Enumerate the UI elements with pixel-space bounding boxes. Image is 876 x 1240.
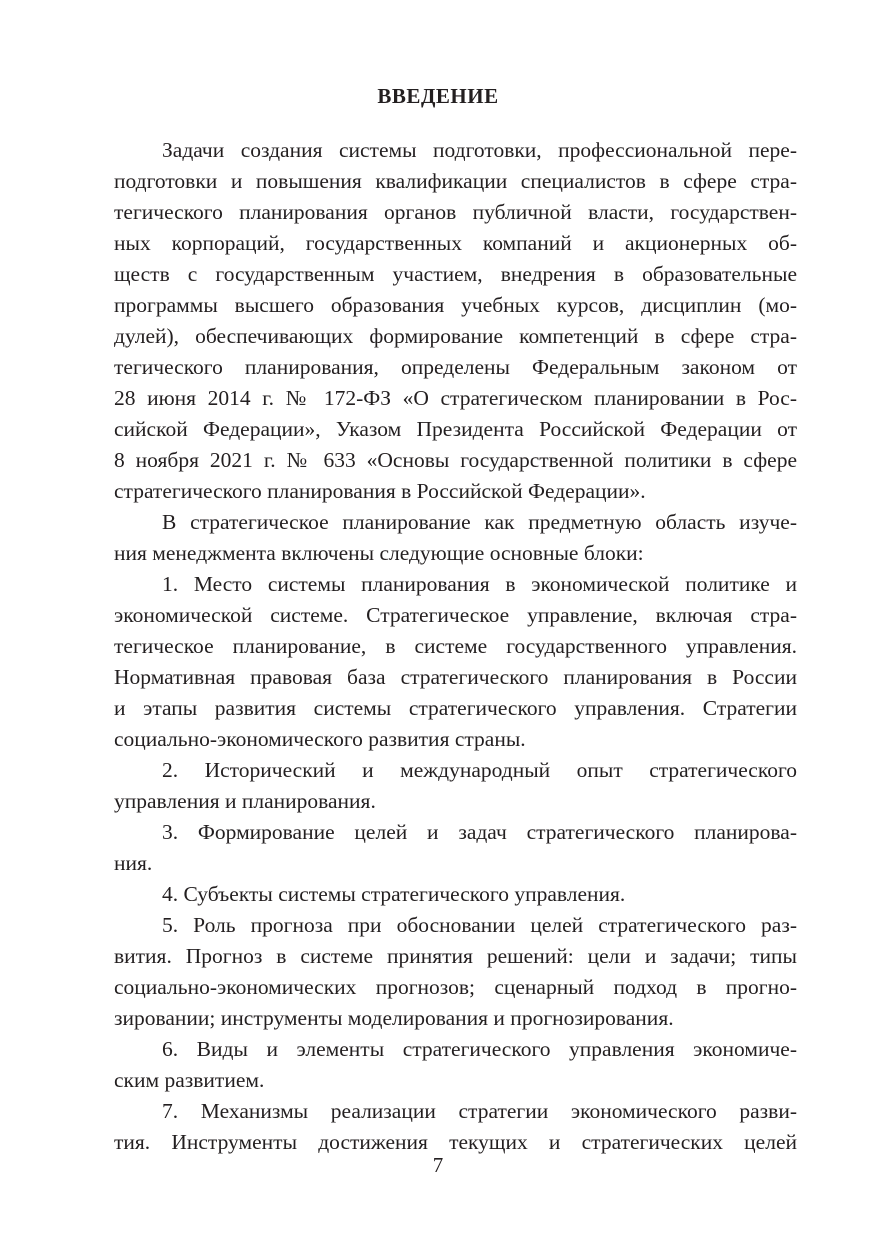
- text-line: ществ с государственным участием, внедрения в образовательные: [114, 262, 797, 286]
- text-line: 8 ноября 2021 г. № 633 «Основы государственной политики в сфере: [114, 448, 797, 472]
- text-line: тегического планирования, определены Федеральным законом от: [114, 355, 797, 379]
- page-number: 7: [432, 1153, 444, 1177]
- text-line: социально-экономического развития страны.: [114, 727, 526, 751]
- text-line: ния менеджмента включены следующие основные блоки:: [114, 541, 644, 565]
- page-title: ВВЕДЕНИЕ: [377, 84, 499, 108]
- text-line: ных корпораций, государственных компаний и акционерных об-: [114, 231, 797, 255]
- list-item-3: 3. Формирование целей и задач стратегического планирова-: [162, 820, 797, 844]
- text-line: ния.: [114, 851, 153, 875]
- text-line: вития. Прогноз в системе принятия решений: цели и задачи; типы: [114, 944, 797, 968]
- text-line: зировании; инструменты моделирования и прогнозирования.: [114, 1006, 674, 1030]
- text-line: стратегического планирования в Российской Федерации».: [114, 479, 646, 503]
- list-item-2: 2. Исторический и международный опыт стратегического: [162, 758, 797, 782]
- text-line: 28 июня 2014 г. № 172-ФЗ «О стратегическом планировании в Рос-: [114, 386, 797, 410]
- text-line: экономической системе. Стратегическое управление, включая стра-: [114, 603, 797, 627]
- list-item-5: 5. Роль прогноза при обосновании целей стратегического раз-: [162, 913, 797, 937]
- list-item-7: 7. Механизмы реализации стратегии экономического разви-: [162, 1099, 797, 1123]
- list-item-6: 6. Виды и элементы стратегического управления экономиче-: [162, 1037, 797, 1061]
- text-line: тегического планирования органов публичной власти, государствен-: [114, 200, 797, 224]
- list-item-1: 1. Место системы планирования в экономической политике и: [162, 572, 797, 596]
- text-line: Задачи создания системы подготовки, профессиональной пере-: [162, 138, 797, 162]
- text-line: дулей), обеспечивающих формирование компетенций в сфере стра-: [114, 324, 797, 348]
- text-line: тегическое планирование, в системе государственного управления.: [114, 634, 797, 658]
- text-line: ским развитием.: [114, 1068, 265, 1092]
- text-line: Нормативная правовая база стратегического планирования в России: [114, 665, 797, 689]
- text-line: В стратегическое планирование как предметную область изуче-: [162, 510, 797, 534]
- text-line: подготовки и повышения квалификации специалистов в сфере стра-: [114, 169, 797, 193]
- text-line: программы высшего образования учебных курсов, дисциплин (мо-: [114, 293, 797, 317]
- text-line: и этапы развития системы стратегического управления. Стратегии: [114, 696, 797, 720]
- text-line: сийской Федерации», Указом Президента Российской Федерации от: [114, 417, 797, 441]
- text-line: управления и планирования.: [114, 789, 376, 813]
- text-line: социально-экономических прогнозов; сценарный подход в прогно-: [114, 975, 797, 999]
- text-line: тия. Инструменты достижения текущих и стратегических целей: [114, 1130, 797, 1154]
- list-item-4: 4. Субъекты системы стратегического управления.: [162, 882, 626, 906]
